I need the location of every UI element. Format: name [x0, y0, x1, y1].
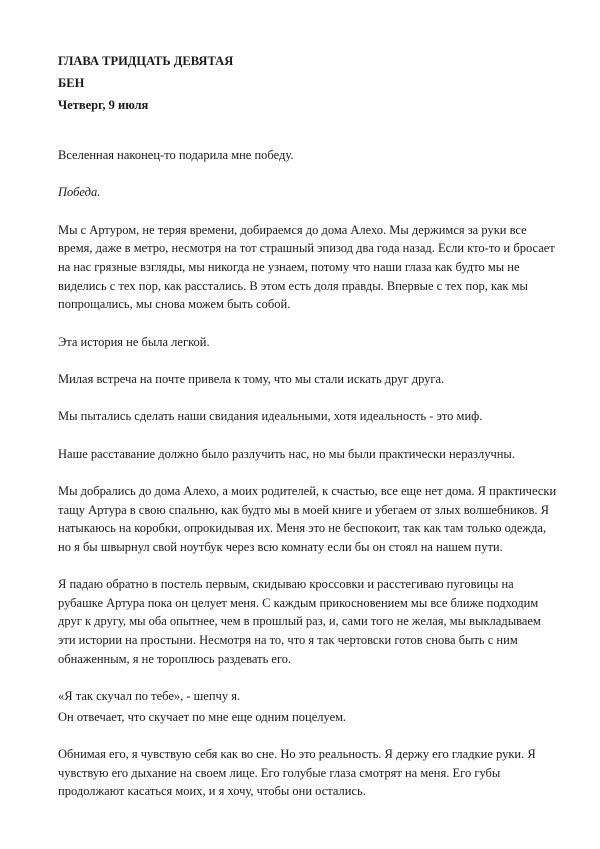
- paragraph-12: [58, 745, 548, 801]
- chapter-date: Четверг, 9 июля: [58, 98, 149, 112]
- text-line: Мы с Артуром, не теряя времени, добираемся до дома Алехо. Мы держимся за руки все: [58, 222, 527, 237]
- text-line: обнаженным, я не тороплюсь раздевать его.: [58, 651, 292, 666]
- narrator-name: БЕН: [58, 76, 85, 90]
- text-line: попрощались, мы снова можем быть собой.: [58, 297, 291, 312]
- paragraph-10: [58, 687, 548, 706]
- paragraph-1: [58, 146, 548, 165]
- text-line: Эта история не была легкой.: [58, 334, 210, 349]
- text-line: Он отвечает, что скучает по мне еще одним поцелуем.: [58, 709, 347, 724]
- text-line: чувствую его дыхание на своем лице. Его голубые глаза смотрят на меня. Его губы: [58, 765, 501, 780]
- text-line: Вселенная наконец-то подарила мне победу.: [58, 148, 294, 162]
- text-line: натыкаюсь на коробки, опрокидывая их. Меня это не беспокоит, так как там только одежда,: [58, 521, 547, 536]
- paragraph-9: [58, 575, 548, 668]
- paragraph-5: [58, 370, 548, 389]
- text-line: Обнимая его, я чувствую себя как во сне. Но это реальность. Я держу его гладкие руки. Я: [58, 747, 536, 762]
- text-line: эти истории на простыни. Несмотря на то, что я так чертовски готов снова быть с ним: [58, 633, 518, 648]
- text-line: Мы пытались сделать наши свидания идеальными, хотя идеальность - это миф.: [58, 409, 483, 424]
- paragraph-3: [58, 221, 555, 314]
- text-line: «Я так скучал по тебе», - шепчу я.: [58, 689, 241, 704]
- text-line: Мы добрались до дома Алехо, а моих родителей, к счастью, все еще нет дома. Я практически: [58, 484, 557, 499]
- paragraph-11: [58, 708, 548, 727]
- text-line: продолжают касаться моих, и я хочу, чтобы они остались.: [58, 784, 366, 799]
- paragraph-8: [58, 482, 557, 556]
- text-line: Я падаю обратно в постель первым, скидываю кроссовки и расстегиваю пуговицы на: [58, 577, 514, 592]
- text-line: Милая встреча на почте привела к тому, что мы стали искать друг друга.: [58, 371, 445, 386]
- paragraph-6: [58, 407, 548, 426]
- chapter-header: [58, 52, 548, 118]
- chapter-body: [58, 146, 557, 820]
- paragraph-2: [58, 183, 548, 202]
- text-line: но я бы швырнул свой ноутбук через всю комнату если бы он стоял на нашем пути.: [58, 539, 503, 554]
- paragraph-4: [58, 333, 548, 352]
- text-line: рубашке Артура пока он целует меня. С каждым прикосновением мы все ближе подходим: [58, 595, 539, 610]
- text-line: Наше расставание должно было разлучить нас, но мы были практически неразлучны.: [58, 446, 515, 461]
- chapter-title: ГЛАВА ТРИДЦАТЬ ДЕВЯТАЯ: [58, 54, 234, 68]
- text-line: Победа.: [58, 185, 101, 200]
- text-line: тащу Артура в свою спальню, как будто мы в моей книге и убегаем от злых волшебников. Я: [58, 502, 549, 517]
- text-line: на нас грязные взгляды, мы никогда не узнаем, потому что наши глаза как будто мы не: [58, 259, 520, 274]
- text-line: друг к другу, мы оба опытнее, чем в прошлый раз, и, сами того не желая, мы выкладываем: [58, 614, 541, 629]
- text-line: виделись с тех пор, как расстались. В этом есть доля правды. Впервые с тех пор, как мы: [58, 278, 528, 293]
- paragraph-7: [58, 445, 548, 464]
- text-line: время, даже в метро, несмотря на тот страшный эпизод два года назад. Если кто-то и бросает: [58, 241, 555, 256]
